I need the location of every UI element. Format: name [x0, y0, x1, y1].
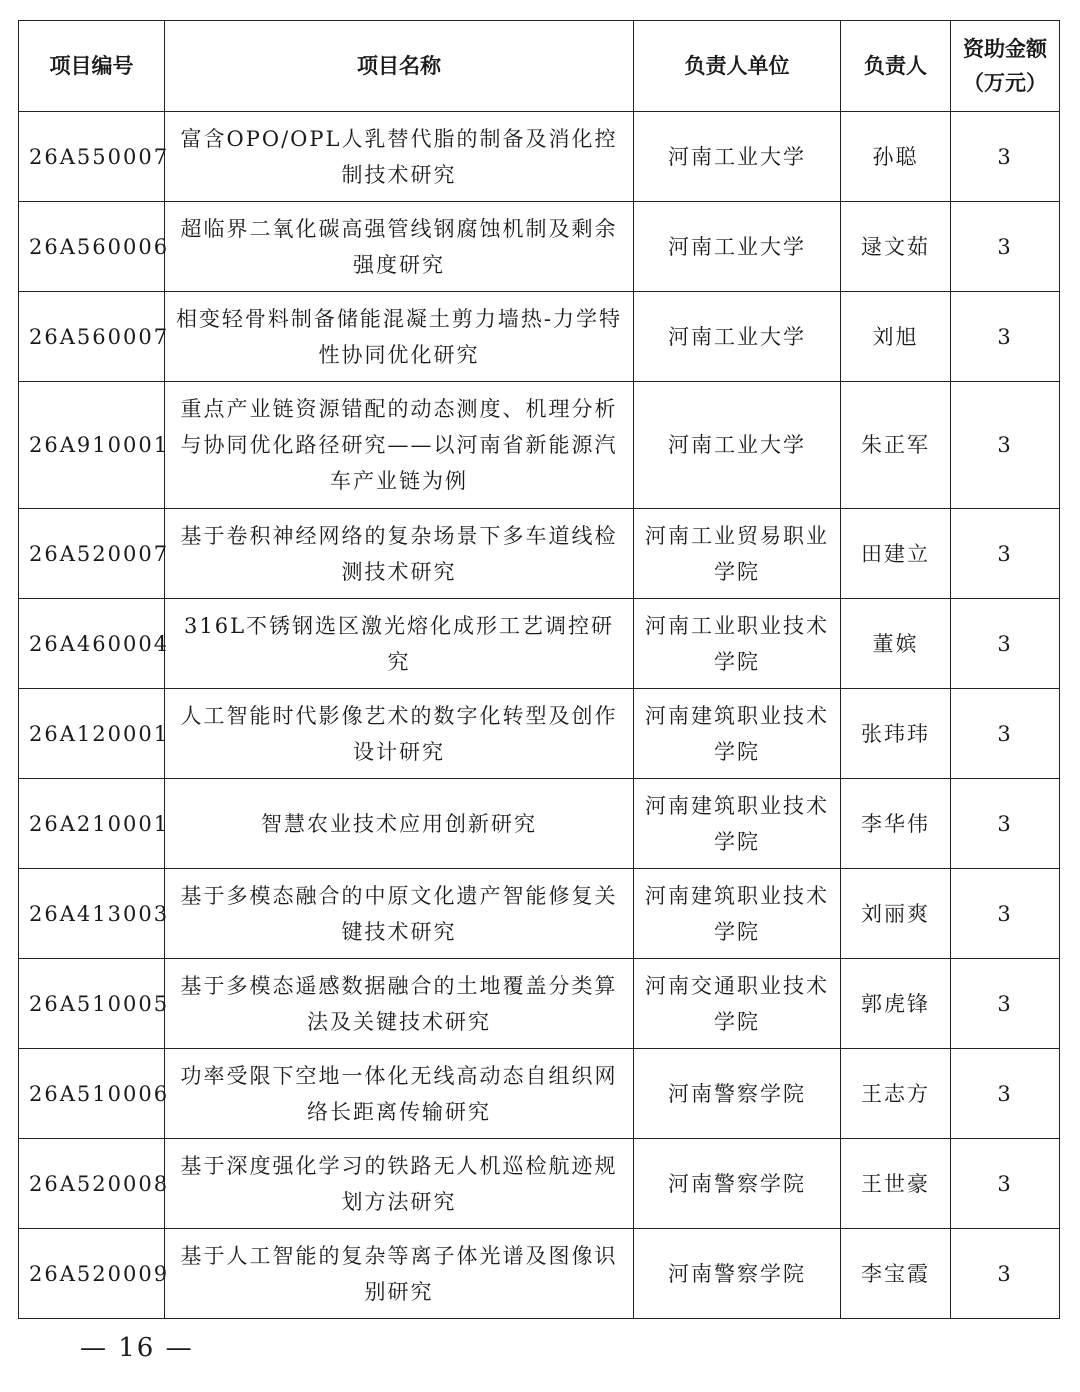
cell-code: 26A210001	[19, 779, 165, 869]
header-amount-line2: （万元）	[963, 71, 1047, 95]
cell-name: 相变轻骨料制备储能混凝土剪力墙热-力学特性协同优化研究	[165, 292, 634, 382]
cell-leader: 刘丽爽	[841, 869, 951, 959]
cell-amount: 3	[951, 779, 1060, 869]
cell-code: 26A510005	[19, 959, 165, 1049]
cell-leader: 李宝霞	[841, 1229, 951, 1319]
table-row	[19, 689, 1060, 779]
cell-leader: 逯文茹	[841, 202, 951, 292]
header-row	[19, 21, 1060, 112]
cell-name: 超临界二氧化碳高强管线钢腐蚀机制及剩余强度研究	[165, 202, 634, 292]
header-leader: 负责人	[841, 21, 951, 112]
cell-amount: 3	[951, 382, 1060, 509]
cell-name: 功率受限下空地一体化无线高动态自组织网络长距离传输研究	[165, 1049, 634, 1139]
cell-unit: 河南警察学院	[634, 1139, 841, 1229]
page-number: — 16 —	[80, 1333, 194, 1363]
cell-leader: 李华伟	[841, 779, 951, 869]
table-row	[19, 959, 1060, 1049]
table-row	[19, 509, 1060, 599]
cell-leader: 田建立	[841, 509, 951, 599]
cell-name: 基于卷积神经网络的复杂场景下多车道线检测技术研究	[165, 509, 634, 599]
table-row	[19, 292, 1060, 382]
cell-amount: 3	[951, 1229, 1060, 1319]
cell-leader: 王志方	[841, 1049, 951, 1139]
cell-name: 316L不锈钢选区激光熔化成形工艺调控研究	[165, 599, 634, 689]
cell-amount: 3	[951, 509, 1060, 599]
cell-name: 重点产业链资源错配的动态测度、机理分析与协同优化路径研究——以河南省新能源汽车产业链为例	[165, 382, 634, 509]
cell-leader: 孙聪	[841, 112, 951, 202]
cell-leader: 朱正军	[841, 382, 951, 509]
cell-unit: 河南建筑职业技术学院	[634, 689, 841, 779]
cell-code: 26A460004	[19, 599, 165, 689]
cell-leader: 郭虎锋	[841, 959, 951, 1049]
header-amount-line1: 资助金额	[963, 37, 1047, 61]
cell-code: 26A510006	[19, 1049, 165, 1139]
cell-unit: 河南警察学院	[634, 1229, 841, 1319]
cell-amount: 3	[951, 869, 1060, 959]
cell-code: 26A520008	[19, 1139, 165, 1229]
cell-leader: 张玮玮	[841, 689, 951, 779]
cell-name: 人工智能时代影像艺术的数字化转型及创作设计研究	[165, 689, 634, 779]
table-row	[19, 1049, 1060, 1139]
table-row	[19, 112, 1060, 202]
cell-code: 26A910001	[19, 382, 165, 509]
cell-unit: 河南工业大学	[634, 202, 841, 292]
cell-unit: 河南交通职业技术学院	[634, 959, 841, 1049]
cell-amount: 3	[951, 1049, 1060, 1139]
header-amount	[951, 21, 1060, 112]
cell-unit: 河南建筑职业技术学院	[634, 779, 841, 869]
table-row	[19, 599, 1060, 689]
cell-code: 26A520007	[19, 509, 165, 599]
table-row	[19, 779, 1060, 869]
cell-amount: 3	[951, 1139, 1060, 1229]
header-name: 项目名称	[165, 21, 634, 112]
table-row	[19, 1139, 1060, 1229]
cell-unit: 河南警察学院	[634, 1049, 841, 1139]
cell-unit: 河南工业大学	[634, 112, 841, 202]
cell-amount: 3	[951, 112, 1060, 202]
cell-code: 26A520009	[19, 1229, 165, 1319]
cell-code: 26A413003	[19, 869, 165, 959]
funding-table	[18, 20, 1060, 1319]
table-body	[19, 112, 1060, 1319]
cell-unit: 河南建筑职业技术学院	[634, 869, 841, 959]
cell-code: 26A550007	[19, 112, 165, 202]
cell-amount: 3	[951, 959, 1060, 1049]
header-unit: 负责人单位	[634, 21, 841, 112]
cell-leader: 董嫔	[841, 599, 951, 689]
cell-name: 基于多模态融合的中原文化遗产智能修复关键技术研究	[165, 869, 634, 959]
cell-unit: 河南工业职业技术学院	[634, 599, 841, 689]
cell-name: 基于人工智能的复杂等离子体光谱及图像识别研究	[165, 1229, 634, 1319]
cell-amount: 3	[951, 202, 1060, 292]
cell-code: 26A120001	[19, 689, 165, 779]
cell-name: 基于深度强化学习的铁路无人机巡检航迹规划方法研究	[165, 1139, 634, 1229]
table-row	[19, 1229, 1060, 1319]
cell-leader: 王世豪	[841, 1139, 951, 1229]
table-row	[19, 869, 1060, 959]
cell-unit: 河南工业贸易职业学院	[634, 509, 841, 599]
cell-name: 富含OPO/OPL人乳替代脂的制备及消化控制技术研究	[165, 112, 634, 202]
header-code: 项目编号	[19, 21, 165, 112]
cell-code: 26A560006	[19, 202, 165, 292]
cell-amount: 3	[951, 689, 1060, 779]
table-row	[19, 202, 1060, 292]
cell-name: 基于多模态遥感数据融合的土地覆盖分类算法及关键技术研究	[165, 959, 634, 1049]
cell-unit: 河南工业大学	[634, 292, 841, 382]
table-row	[19, 382, 1060, 509]
cell-name: 智慧农业技术应用创新研究	[165, 779, 634, 869]
cell-code: 26A560007	[19, 292, 165, 382]
cell-amount: 3	[951, 599, 1060, 689]
cell-leader: 刘旭	[841, 292, 951, 382]
cell-unit: 河南工业大学	[634, 382, 841, 509]
cell-amount: 3	[951, 292, 1060, 382]
